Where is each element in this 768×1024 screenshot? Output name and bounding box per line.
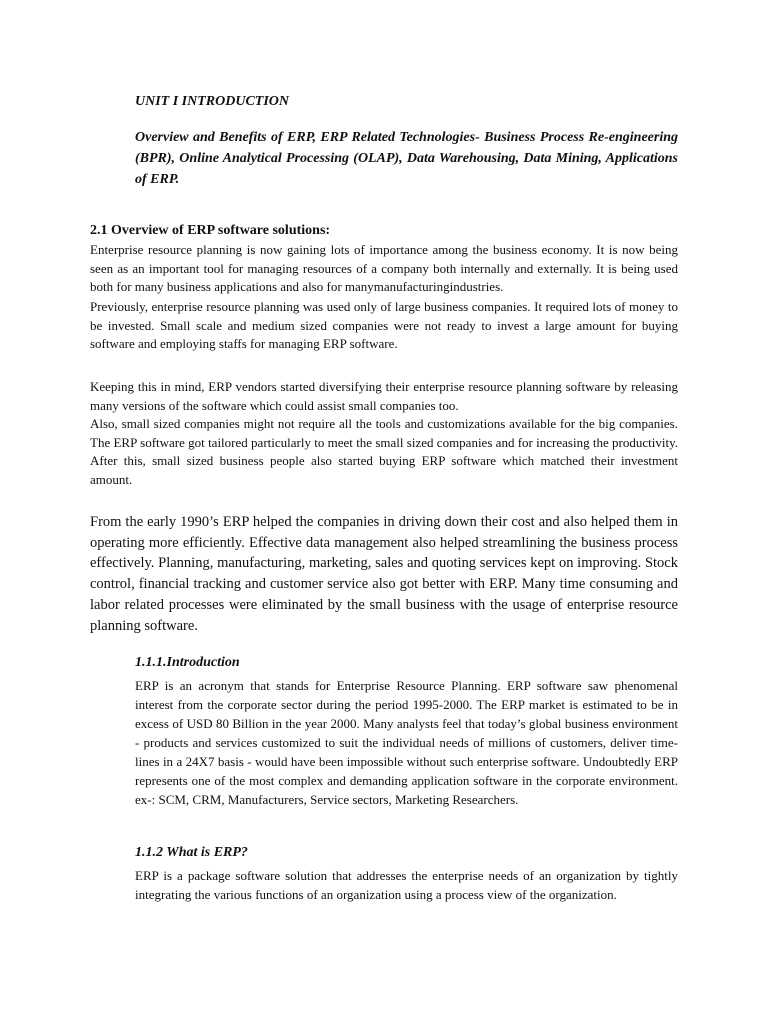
paragraph-small-companies: Also, small sized companies might not require all the tools and customizations available for the big companies. The ERP software got tailored particularly to meet the small sized companies and for increasing the productivity. After this, small sized business people also started buying ERP software which matched their investment amount.	[90, 416, 678, 487]
paragraph-erp-vendors: Keeping this in mind, ERP vendors started diversifying their enterprise resource planning software by releasing many versions of the software which could assist small companies too.	[90, 379, 678, 413]
unit-subtitle: Overview and Benefits of ERP, ERP Related Technologies- Business Process Re-engineering (BPR), Online Analytical Processing (OLAP), Data Warehousing, Data Mining, Applications of ERP.	[135, 130, 678, 187]
section-heading: 2.1 Overview of ERP software solutions:	[90, 223, 331, 238]
subsection-body-what-is-erp: ERP is a package software solution that addresses the enterprise needs of an organization by tightly integrating the various functions of an organization using a process view of the organization.	[135, 868, 678, 902]
unit-title: UNIT I INTRODUCTION	[135, 94, 290, 109]
paragraph-early-1990s: From the early 1990’s ERP helped the companies in driving down their cost and also helped them in operating more efficiently. Effective data management also helped streamlining the business process effectively. Planning, manufacturing, marketing, sales and quoting services kept on improving. Stock control, financial tracking and customer service also got better with ERP. Many time consuming and labor related processes were eliminated by the small business with the usage of enterprise resource planning software.	[90, 514, 678, 634]
paragraph-erp-previously: Previously, enterprise resource planning was used only of large business companies. It required lots of money to be invested. Small scale and medium sized companies were not ready to invest a large amount for buying software and employing staffs for managing ERP software.	[90, 299, 678, 351]
subsection-heading-what-is-erp: 1.1.2 What is ERP?	[135, 845, 248, 860]
subsection-body-introduction: ERP is an acronym that stands for Enterprise Resource Planning. ERP software saw phenomenal interest from the corporate sector during the period 1995-2000. The ERP market is estimated to be in excess of USD 80 Billion in the year 2000. Many analysts feel that today’s global business environment - products and services customized to suit the individual needs of millions of customers, deliver time-lines in a 24X7 basis - would have been impossible without such enterprise software. Undoubtedly ERP represents one of the most complex and demanding application software in the corporate environment. ex-: SCM, CRM, Manufacturers, Service sectors, Marketing Researchers.	[135, 678, 678, 807]
paragraph-erp-importance: Enterprise resource planning is now gaining lots of importance among the business economy. It is now being seen as an important tool for managing resources of a company both internally and externally. It is being used both for many business applications and also for manymanufacturingindustries.	[90, 242, 678, 294]
subsection-heading-introduction: 1.1.1.Introduction	[135, 655, 240, 670]
